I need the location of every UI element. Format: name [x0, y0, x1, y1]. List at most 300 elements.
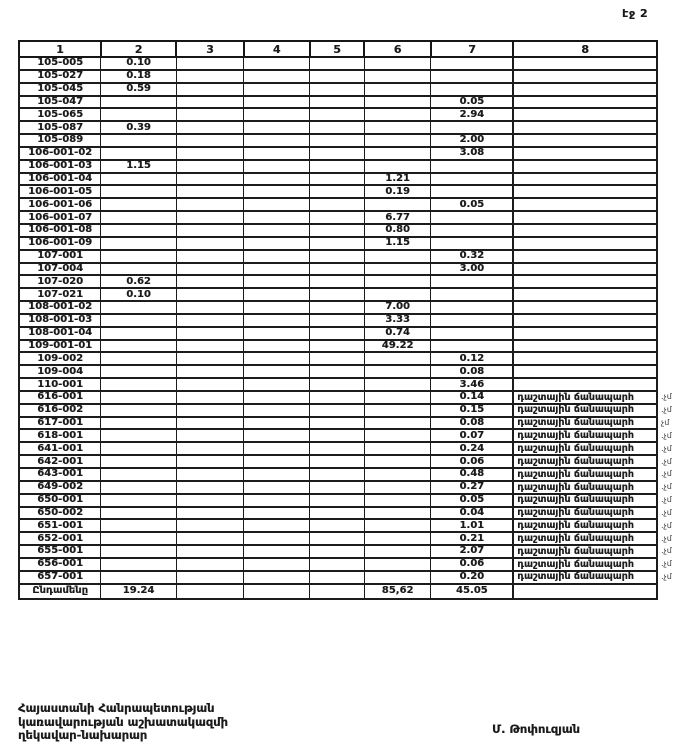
cell-col6 — [364, 352, 431, 365]
cell-col7 — [431, 314, 513, 327]
cell-col7 — [431, 173, 513, 186]
cell-col3 — [176, 160, 243, 173]
cell-col2 — [101, 173, 176, 186]
table-row — [19, 121, 677, 134]
cell-col3 — [176, 494, 243, 507]
cell-col3 — [176, 391, 243, 404]
cell-col6 — [364, 442, 431, 455]
table-row — [19, 301, 677, 314]
cell-col2 — [101, 378, 176, 391]
cell-col7: 3.00 — [431, 263, 513, 276]
cell-col5 — [310, 70, 364, 83]
cell-col6: 0.19 — [364, 185, 431, 198]
cell-col5 — [310, 378, 364, 391]
table-row — [19, 211, 677, 224]
cell-col4 — [244, 70, 310, 83]
cell-col1: Ընդամենը — [19, 584, 101, 599]
cell-col6 — [364, 121, 431, 134]
cell-col3 — [176, 288, 243, 301]
cell-col1: 650-002 — [19, 507, 101, 520]
cell-col5 — [310, 532, 364, 545]
cell-col1: 108-001-02 — [19, 301, 101, 314]
footer-issuer-line: Հայաստանի Հանրապետության — [18, 701, 215, 715]
margin-annotation — [657, 108, 677, 121]
cell-col6 — [364, 507, 431, 520]
cell-col2 — [101, 532, 176, 545]
cell-col8: դաշտային ճանապարհ — [513, 468, 657, 481]
cell-col1: 107-020 — [19, 275, 101, 288]
margin-annotation — [657, 70, 677, 83]
cell-col7 — [431, 70, 513, 83]
cell-col4 — [244, 365, 310, 378]
cell-col2 — [101, 301, 176, 314]
cell-col6 — [364, 288, 431, 301]
cell-col2 — [101, 455, 176, 468]
margin-annotation — [657, 584, 677, 599]
cell-col2 — [101, 391, 176, 404]
table-row — [19, 288, 677, 301]
cell-col2 — [101, 468, 176, 481]
cell-col6 — [364, 391, 431, 404]
cell-col2 — [101, 352, 176, 365]
margin-annotation — [657, 301, 677, 314]
cell-col3 — [176, 468, 243, 481]
cell-col8: դաշտային ճանապարհ — [513, 481, 657, 494]
cell-col4 — [244, 519, 310, 532]
margin-annotation — [657, 352, 677, 365]
cell-col1: 106-001-03 — [19, 160, 101, 173]
cell-col4 — [244, 108, 310, 121]
cell-col7: 0.05 — [431, 494, 513, 507]
cell-col4 — [244, 352, 310, 365]
cell-col2 — [101, 147, 176, 160]
table-row — [19, 365, 677, 378]
cell-col8: դաշտային ճանապարհ — [513, 545, 657, 558]
cell-col8 — [513, 134, 657, 147]
cell-col5 — [310, 173, 364, 186]
cell-col4 — [244, 134, 310, 147]
cell-col1: 110-001 — [19, 378, 101, 391]
cell-col4 — [244, 211, 310, 224]
table-row — [19, 134, 677, 147]
footer-issuer-line: կառավարության աշխատակազմի — [18, 714, 228, 729]
cell-col3 — [176, 83, 243, 96]
cell-col8 — [513, 340, 657, 353]
cell-col3 — [176, 301, 243, 314]
cell-col5 — [310, 442, 364, 455]
cell-col2 — [101, 108, 176, 121]
cell-col2 — [101, 96, 176, 109]
table-row — [19, 314, 677, 327]
cell-col3 — [176, 404, 243, 417]
cell-col3 — [176, 108, 243, 121]
cell-col4 — [244, 147, 310, 160]
cell-col3 — [176, 352, 243, 365]
cell-col6 — [364, 250, 431, 263]
cell-col3 — [176, 57, 243, 70]
margin-annotation — [657, 121, 677, 134]
cell-col7 — [431, 83, 513, 96]
cell-col8 — [513, 263, 657, 276]
cell-col8: դաշտային ճանապարհ — [513, 391, 657, 404]
table-row — [19, 224, 677, 237]
cell-col6 — [364, 275, 431, 288]
cell-col7 — [431, 160, 513, 173]
table-row — [19, 507, 677, 520]
cell-col5 — [310, 417, 364, 430]
cell-col2 — [101, 185, 176, 198]
cell-col8 — [513, 275, 657, 288]
cell-col5 — [310, 121, 364, 134]
table-row — [19, 455, 677, 468]
cell-col1: 107-021 — [19, 288, 101, 301]
footer-issuer-line: ղեկավար-նախարար — [18, 728, 148, 742]
margin-annotation — [657, 134, 677, 147]
cell-col2 — [101, 314, 176, 327]
column-header-3: 3 — [176, 41, 243, 57]
cell-col2: 0.62 — [101, 275, 176, 288]
margin-annotation — [657, 263, 677, 276]
cell-col1: 105-045 — [19, 83, 101, 96]
cell-col1: 657-001 — [19, 571, 101, 584]
cell-col1: 106-001-04 — [19, 173, 101, 186]
margin-annotation: .չմ — [657, 519, 677, 532]
cell-col5 — [310, 558, 364, 571]
cell-col3 — [176, 250, 243, 263]
cell-col4 — [244, 340, 310, 353]
cell-col8: դաշտային ճանապարհ — [513, 507, 657, 520]
margin-annotation: չմ — [657, 417, 677, 430]
cell-col4 — [244, 83, 310, 96]
table-row — [19, 571, 677, 584]
cell-col5 — [310, 391, 364, 404]
cell-col2 — [101, 198, 176, 211]
cell-col4 — [244, 301, 310, 314]
cell-col3 — [176, 545, 243, 558]
cell-col2 — [101, 417, 176, 430]
cell-col7 — [431, 301, 513, 314]
cell-col3 — [176, 417, 243, 430]
header-margin-spacer — [657, 41, 677, 57]
cell-col7 — [431, 211, 513, 224]
cell-col1: 106-001-06 — [19, 198, 101, 211]
cell-col2 — [101, 571, 176, 584]
margin-annotation: .չմ — [657, 455, 677, 468]
cell-col6 — [364, 455, 431, 468]
cell-col2: 0.39 — [101, 121, 176, 134]
cell-col5 — [310, 584, 364, 599]
table-row — [19, 494, 677, 507]
cell-col4 — [244, 468, 310, 481]
cell-col2 — [101, 340, 176, 353]
cell-col5 — [310, 96, 364, 109]
cell-col7: 0.20 — [431, 571, 513, 584]
column-header-6: 6 — [364, 41, 431, 57]
table-row — [19, 352, 677, 365]
table-row — [19, 198, 677, 211]
cell-col1: 642-001 — [19, 455, 101, 468]
cell-col6 — [364, 378, 431, 391]
cell-col1: 652-001 — [19, 532, 101, 545]
cell-col1: 643-001 — [19, 468, 101, 481]
cell-col4 — [244, 429, 310, 442]
cell-col7: 0.27 — [431, 481, 513, 494]
cell-col3 — [176, 481, 243, 494]
cell-col2 — [101, 327, 176, 340]
table-row — [19, 185, 677, 198]
table-row — [19, 83, 677, 96]
cell-col1: 105-027 — [19, 70, 101, 83]
cell-col8 — [513, 365, 657, 378]
cell-col7: 0.06 — [431, 558, 513, 571]
table-row — [19, 327, 677, 340]
table-row — [19, 263, 677, 276]
cell-col5 — [310, 288, 364, 301]
cell-col6 — [364, 147, 431, 160]
cell-col3 — [176, 455, 243, 468]
cell-col8 — [513, 83, 657, 96]
cell-col6: 85,62 — [364, 584, 431, 599]
cell-col6 — [364, 263, 431, 276]
cell-col8 — [513, 198, 657, 211]
cell-col6: 0.80 — [364, 224, 431, 237]
cell-col8: դաշտային ճանապարհ — [513, 442, 657, 455]
cell-col7 — [431, 185, 513, 198]
column-header-2: 2 — [101, 41, 176, 57]
cell-col5 — [310, 185, 364, 198]
cell-col7 — [431, 327, 513, 340]
table-total-row — [19, 584, 677, 599]
margin-annotation: .չմ — [657, 558, 677, 571]
cell-col5 — [310, 571, 364, 584]
cell-col7: 0.12 — [431, 352, 513, 365]
cell-col4 — [244, 314, 310, 327]
cell-col8 — [513, 147, 657, 160]
cell-col6 — [364, 108, 431, 121]
cell-col7: 3.46 — [431, 378, 513, 391]
table-row — [19, 481, 677, 494]
cell-col8 — [513, 250, 657, 263]
cell-col2 — [101, 263, 176, 276]
margin-annotation — [657, 250, 677, 263]
margin-annotation — [657, 237, 677, 250]
cell-col3 — [176, 224, 243, 237]
cell-col1: 616-002 — [19, 404, 101, 417]
cell-col5 — [310, 507, 364, 520]
cell-col3 — [176, 198, 243, 211]
margin-annotation — [657, 275, 677, 288]
cell-col8 — [513, 288, 657, 301]
cell-col2 — [101, 404, 176, 417]
table-row — [19, 250, 677, 263]
cell-col7: 2.00 — [431, 134, 513, 147]
cell-col8 — [513, 378, 657, 391]
cell-col1: 105-065 — [19, 108, 101, 121]
cell-col4 — [244, 160, 310, 173]
cell-col1: 106-001-02 — [19, 147, 101, 160]
cell-col3 — [176, 442, 243, 455]
cell-col7: 1.01 — [431, 519, 513, 532]
cell-col7: 0.15 — [431, 404, 513, 417]
column-header-4: 4 — [244, 41, 310, 57]
cell-col4 — [244, 173, 310, 186]
cell-col8: դաշտային ճանապարհ — [513, 532, 657, 545]
cell-col5 — [310, 147, 364, 160]
cell-col3 — [176, 532, 243, 545]
cell-col2 — [101, 134, 176, 147]
table-row — [19, 429, 677, 442]
cell-col1: 107-001 — [19, 250, 101, 263]
cell-col3 — [176, 314, 243, 327]
table-row — [19, 417, 677, 430]
cell-col2 — [101, 481, 176, 494]
cell-col8 — [513, 224, 657, 237]
table-header-row — [19, 41, 677, 57]
cell-col4 — [244, 404, 310, 417]
cell-col4 — [244, 442, 310, 455]
margin-annotation — [657, 173, 677, 186]
cell-col4 — [244, 455, 310, 468]
cell-col7: 0.05 — [431, 96, 513, 109]
cell-col8 — [513, 327, 657, 340]
column-header-8: 8 — [513, 41, 657, 57]
cell-col7 — [431, 288, 513, 301]
cell-col3 — [176, 507, 243, 520]
cell-col2 — [101, 494, 176, 507]
cell-col4 — [244, 584, 310, 599]
margin-annotation — [657, 288, 677, 301]
margin-annotation: .չմ — [657, 404, 677, 417]
margin-annotation — [657, 365, 677, 378]
cell-col3 — [176, 558, 243, 571]
cell-col2 — [101, 250, 176, 263]
margin-annotation: .չմ — [657, 507, 677, 520]
cell-col3 — [176, 378, 243, 391]
margin-annotation: .չմ — [657, 481, 677, 494]
cell-col7: 2.94 — [431, 108, 513, 121]
cell-col7: 0.08 — [431, 417, 513, 430]
cell-col6 — [364, 571, 431, 584]
cell-col6 — [364, 198, 431, 211]
table-row — [19, 147, 677, 160]
cell-col5 — [310, 301, 364, 314]
cell-col7: 0.07 — [431, 429, 513, 442]
margin-annotation — [657, 185, 677, 198]
cell-col5 — [310, 160, 364, 173]
cell-col7: 0.48 — [431, 468, 513, 481]
cell-col1: 108-001-04 — [19, 327, 101, 340]
cell-col7: 0.21 — [431, 532, 513, 545]
cell-col8 — [513, 160, 657, 173]
cell-col6 — [364, 70, 431, 83]
cell-col4 — [244, 481, 310, 494]
cell-col3 — [176, 173, 243, 186]
cell-col3 — [176, 584, 243, 599]
cell-col6 — [364, 417, 431, 430]
cell-col6 — [364, 481, 431, 494]
margin-annotation — [657, 83, 677, 96]
cell-col4 — [244, 96, 310, 109]
cell-col2 — [101, 429, 176, 442]
cell-col6 — [364, 494, 431, 507]
cell-col4 — [244, 57, 310, 70]
cell-col4 — [244, 571, 310, 584]
cell-col6 — [364, 545, 431, 558]
cell-col5 — [310, 545, 364, 558]
footer-issuer-title — [18, 702, 228, 743]
cell-col4 — [244, 121, 310, 134]
margin-annotation: .չմ — [657, 391, 677, 404]
cell-col5 — [310, 108, 364, 121]
cell-col4 — [244, 250, 310, 263]
table-row — [19, 442, 677, 455]
cell-col3 — [176, 327, 243, 340]
cell-col7: 45.05 — [431, 584, 513, 599]
margin-annotation — [657, 327, 677, 340]
cell-col6: 1.21 — [364, 173, 431, 186]
cell-col3 — [176, 237, 243, 250]
table-row — [19, 340, 677, 353]
cell-col8 — [513, 584, 657, 599]
cell-col5 — [310, 352, 364, 365]
cell-col4 — [244, 237, 310, 250]
cell-col5 — [310, 275, 364, 288]
cell-col1: 617-001 — [19, 417, 101, 430]
cell-col1: 106-001-08 — [19, 224, 101, 237]
cell-col4 — [244, 198, 310, 211]
cell-col8: դաշտային ճանապարհ — [513, 455, 657, 468]
cell-col6: 1.15 — [364, 237, 431, 250]
cell-col5 — [310, 237, 364, 250]
cell-col8: դաշտային ճանապարհ — [513, 519, 657, 532]
cell-col6 — [364, 57, 431, 70]
cell-col2 — [101, 519, 176, 532]
cell-col1: 616-001 — [19, 391, 101, 404]
table-row — [19, 173, 677, 186]
table-row — [19, 519, 677, 532]
table-row — [19, 468, 677, 481]
cell-col6: 6.77 — [364, 211, 431, 224]
cell-col5 — [310, 519, 364, 532]
cell-col4 — [244, 288, 310, 301]
cell-col8 — [513, 185, 657, 198]
margin-annotation — [657, 198, 677, 211]
cell-col2: 0.10 — [101, 288, 176, 301]
cell-col7: 0.14 — [431, 391, 513, 404]
cell-col3 — [176, 134, 243, 147]
table-row — [19, 108, 677, 121]
table-body — [19, 57, 677, 599]
cell-col2 — [101, 365, 176, 378]
cell-col6: 0.74 — [364, 327, 431, 340]
table-row — [19, 391, 677, 404]
cell-col4 — [244, 263, 310, 276]
cell-col6: 49.22 — [364, 340, 431, 353]
cell-col4 — [244, 391, 310, 404]
cell-col1: 649-002 — [19, 481, 101, 494]
cell-col7 — [431, 57, 513, 70]
cell-col6: 3.33 — [364, 314, 431, 327]
table-row — [19, 532, 677, 545]
cell-col3 — [176, 365, 243, 378]
cell-col8 — [513, 70, 657, 83]
cell-col7: 0.04 — [431, 507, 513, 520]
cell-col5 — [310, 481, 364, 494]
cell-col8 — [513, 301, 657, 314]
cell-col2: 0.18 — [101, 70, 176, 83]
cell-col6 — [364, 365, 431, 378]
table-row — [19, 57, 677, 70]
